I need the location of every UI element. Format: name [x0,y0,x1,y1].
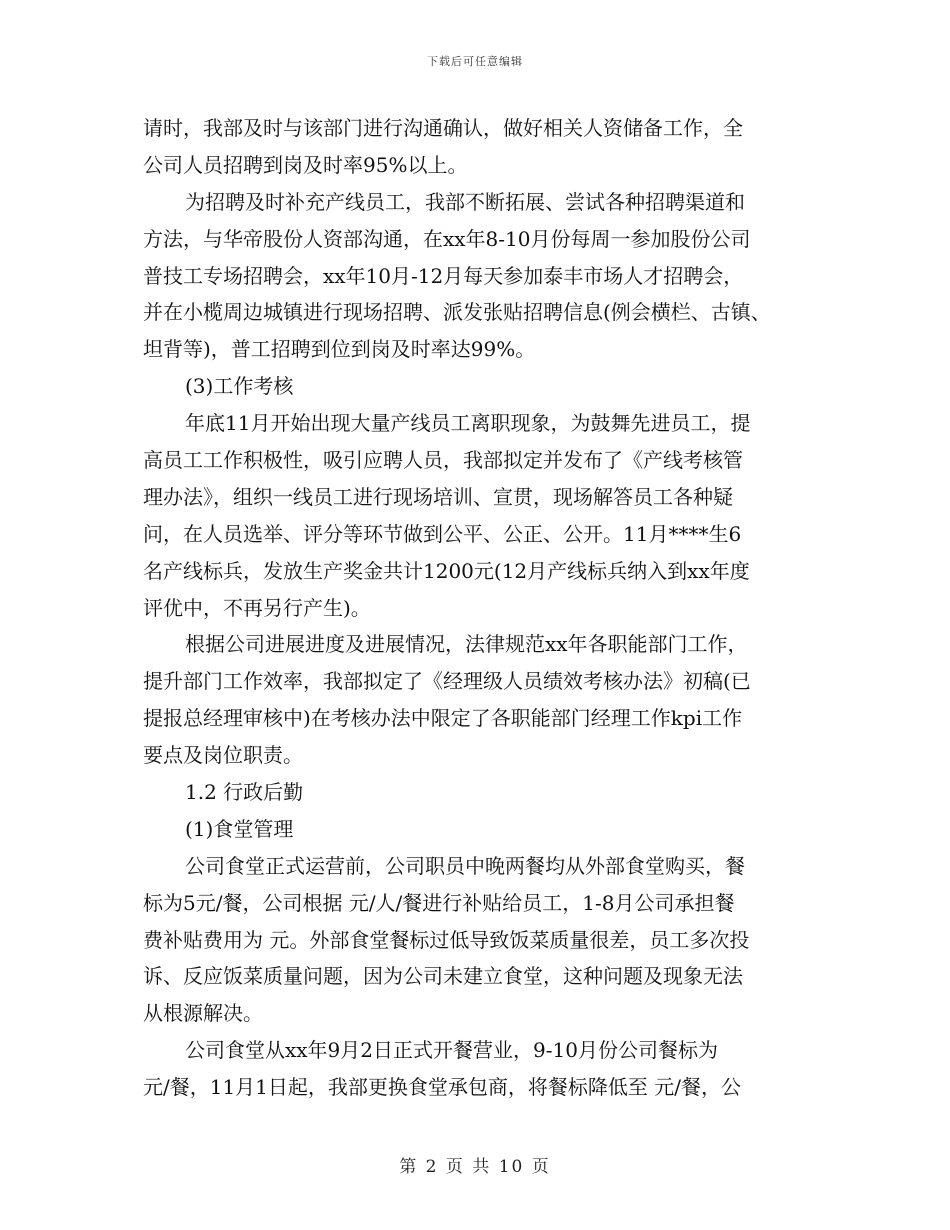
page-number: 第 2 页 共 10 页 [399,1157,551,1177]
text-line: 名产线标兵，发放生产奖金共计1200元(12月产线标兵纳入到xx年度 [143,558,750,583]
text-line: 请时，我部及时与该部门进行沟通确认，做好相关人资储备工作，全 [143,116,743,140]
text-line: 并在小榄周边城镇进行现场招聘、派发张贴招聘信息(例会横栏、古镇、 [143,300,771,325]
text-line: 提升部门工作效率，我部拟定了《经理级人员绩效考核办法》初稿(已 [143,669,751,694]
text-line: 公司食堂从xx年9月2日正式开餐营业，9-10月份公司餐标为 [185,1038,718,1063]
text-line: 普技工专场招聘会，xx年10月-12月每天参加泰丰市场人才招聘会， [143,263,744,288]
text-line: 从根源解决。 [143,1001,263,1026]
text-line: 费补贴费用为 元。外部食堂餐标过低导致饭菜质量很差，员工多次投 [143,927,750,952]
text-line: 1.2 行政后勤 [185,780,304,805]
text-line: 公司人员招聘到岗及时率95%以上。 [143,152,468,177]
page-header: 下载后可任意编辑 [427,55,523,68]
text-line: 公司食堂正式运营前，公司职员中晚两餐均从外部食堂购买，餐 [185,853,745,878]
text-line: 提报总经理审核中)在考核办法中限定了各职能部门经理工作kpi工作 [143,706,743,731]
text-line: 评优中，不再另行产生)。 [143,595,371,620]
text-line: 元/餐，11月1日起，我部更换食堂承包商，将餐标降低至 元/餐，公 [143,1075,742,1100]
text-line: 年底11月开始出现大量产线员工离职现象，为鼓舞先进员工，提 [185,411,751,436]
text-line: 高员工工作积极性，吸引应聘人员，我部拟定并发布了《产线考核管 [143,448,743,473]
text-line: (1)食堂管理 [185,816,294,841]
text-line: 要点及岗位职责。 [143,743,303,768]
text-line: 标为5元/餐，公司根据 元/人/餐进行补贴给员工，1-8月公司承担餐 [143,890,735,915]
text-line: 诉、反应饭菜质量问题，因为公司未建立食堂，这种问题及现象无法 [143,964,743,989]
text-line: 根据公司进展进度及进展情况，法律规范xx年各职能部门工作， [185,632,748,657]
text-line: 理办法》，组织一线员工进行现场培训、宣贯，现场解答员工各种疑 [143,484,733,509]
text-line: 为招聘及时补充产线员工，我部不断拓展、尝试各种招聘渠道和 [185,189,745,214]
text-line: 问，在人员选举、评分等环节做到公平、公正、公开。11月****生6 [143,521,742,546]
text-line: (3)工作考核 [185,374,294,399]
text-line: 方法，与华帝股份人资部沟通，在xx年8-10月份每周一参加股份公司 [143,226,751,251]
text-line: 坦背等)，普工招聘到位到岗及时率达99%。 [143,337,536,362]
document-body [143,110,823,1106]
